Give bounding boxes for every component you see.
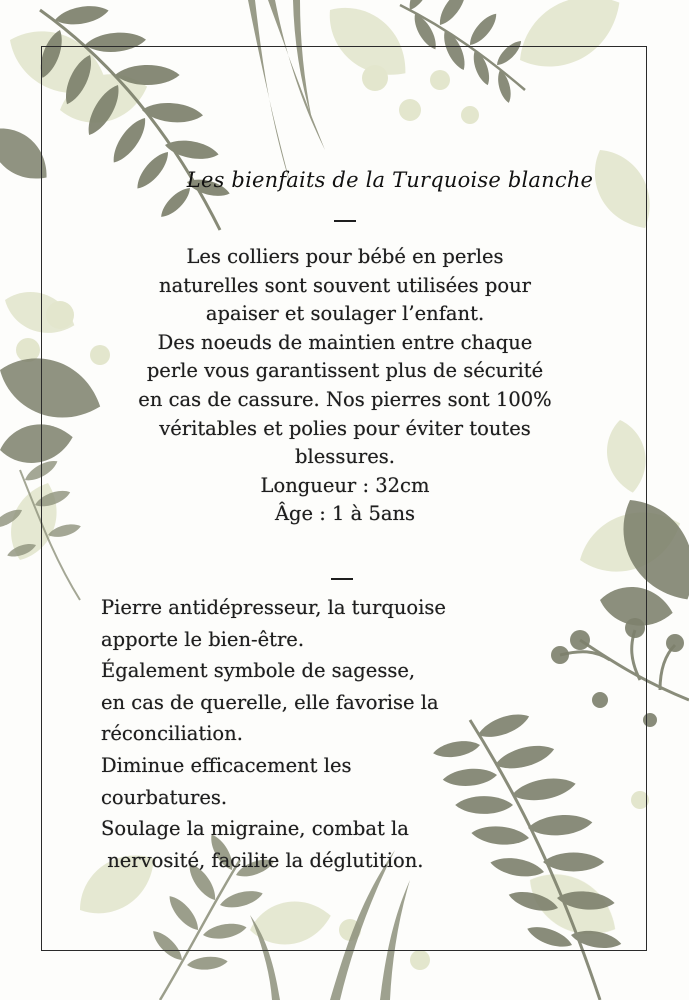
card-title: Les bienfaits de la Turquoise blanche (186, 168, 594, 192)
benefit-line: Pierre antidépresseur, la turquoise (101, 596, 446, 619)
age-spec: Âge : 1 à 5ans (274, 502, 416, 526)
intro-line: apaiser et soulager l’enfant. (205, 302, 485, 326)
benefit-line: courbatures. (101, 785, 228, 809)
intro-line: en cas de cassure. Nos pierres sont 100% (138, 387, 552, 411)
intro-line: naturelles sont souvent utilisées pour (159, 273, 531, 297)
benefits-text (101, 592, 551, 876)
benefit-line: en cas de querelle, elle favorise la (101, 690, 439, 714)
benefit-line: réconciliation. (101, 722, 243, 746)
benefit-line: Également symbole de sagesse, (101, 659, 416, 683)
intro-line: Des noeuds de maintien entre chaque (157, 330, 533, 354)
benefit-line: Diminue efficacement les (101, 753, 352, 777)
length-spec: Longueur : 32cm (260, 473, 430, 497)
intro-line: blessures. (295, 445, 395, 469)
benefit-line: apporte le bien-être. (101, 627, 305, 651)
section-divider (331, 578, 353, 580)
intro-text (95, 243, 595, 529)
intro-line: Les colliers pour bébé en perles (186, 245, 504, 268)
benefit-line: nervosité, facilite la déglutition. (101, 848, 424, 872)
benefit-line: Soulage la migraine, combat la (101, 817, 409, 841)
intro-line: véritables et polies pour éviter toutes (159, 416, 531, 440)
intro-line: perle vous garantissent plus de sécurité (146, 359, 544, 383)
title-divider (334, 220, 356, 222)
